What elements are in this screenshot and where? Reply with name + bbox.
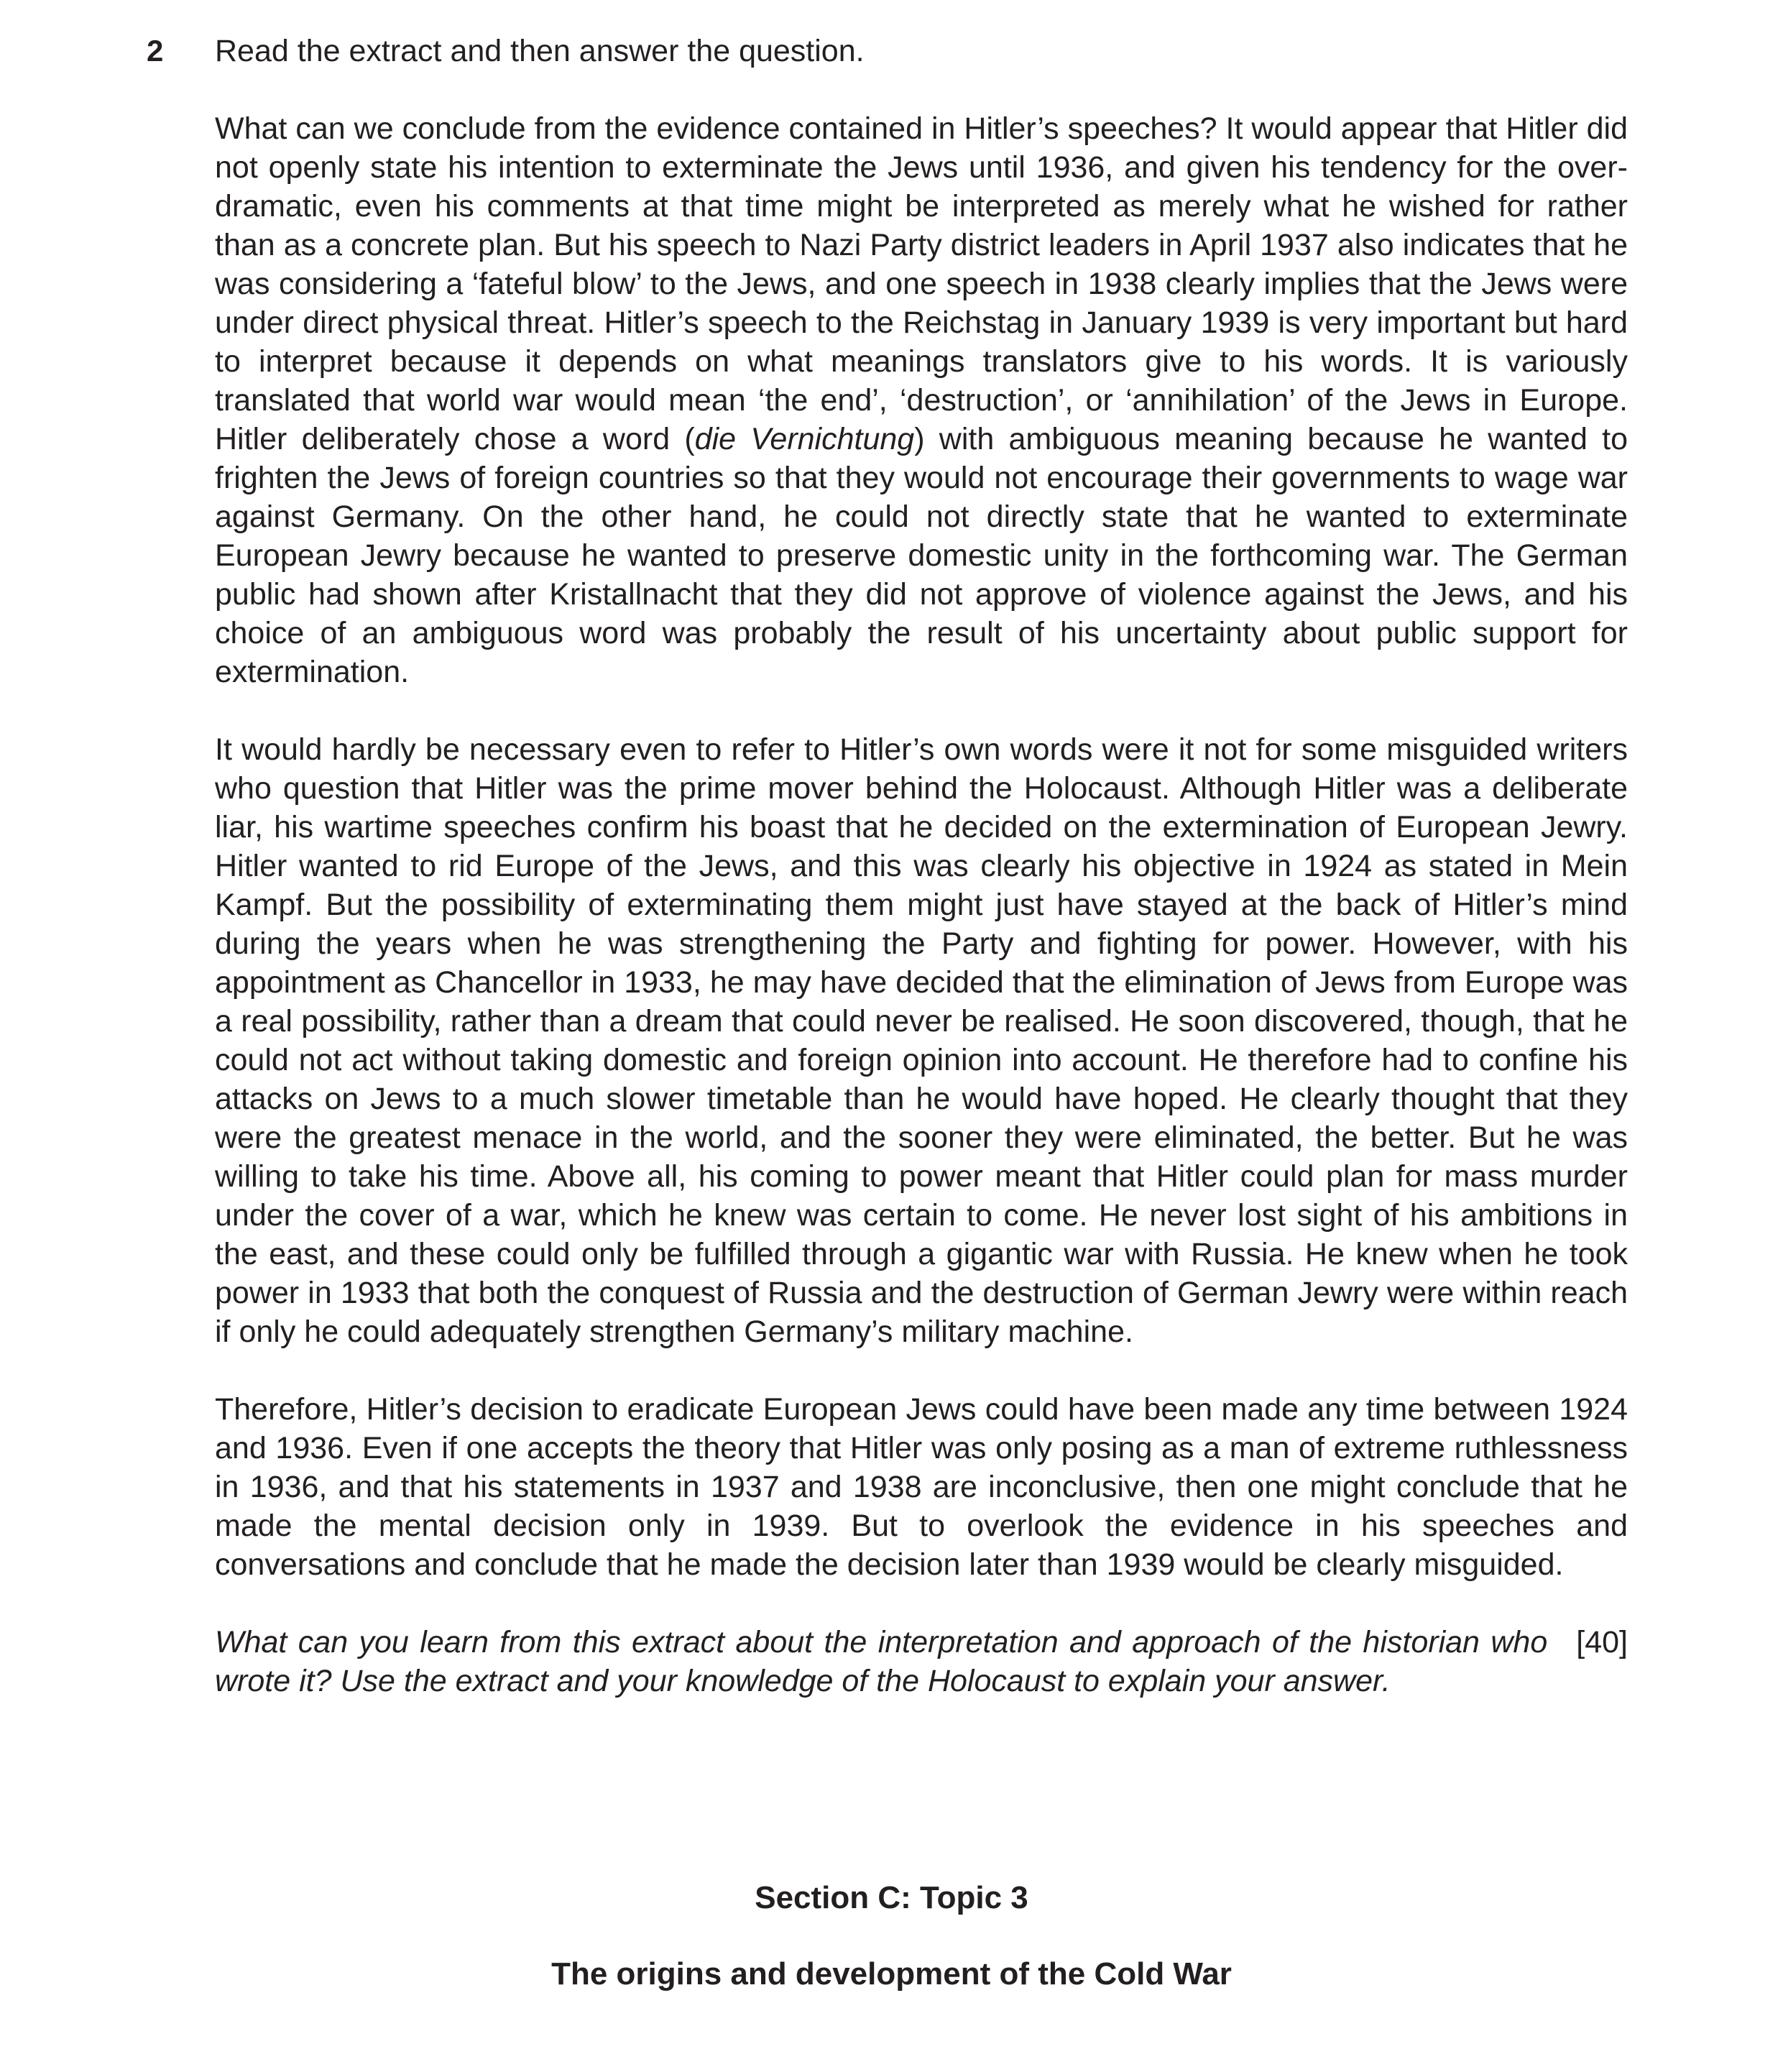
question-prompt — [215, 1623, 1628, 1700]
extract-paragraph-1-start: What can we conclude from the evidence contained in Hitler’s speeches? It would appear that Hitler did not openly state his intention to exterminate the Jews until 1936, and given his tendency for the over-dramatic, even his comments at that time might be interpreted as merely what he wished for rather than as a concrete plan. But his speech to Nazi Party district leaders in April 1937 also indicates that he was considering a ‘fateful blow’ to the Jews, and one speech in 1938 clearly implies that the Jews were under direct physical threat. Hitler’s speech to the Reichstag in January 1939 is very important but hard to interpret because it depends on what meanings translators give to his words. It is variously translated that world war would mean ‘the end’, ‘destruction’, or ‘annihilation’ of the Jews in Europe. Hitler deliberately chose a word ( — [215, 111, 1628, 456]
italic-term: die Vernichtung — [694, 422, 915, 456]
question-body — [215, 32, 1628, 1700]
question-number: 2 — [147, 34, 164, 68]
extract-paragraph-2: It would hardly be necessary even to refer to Hitler’s own words were it not for some misguided writers who question that Hitler was the prime mover behind the Holocaust. Although Hitler was a deliberate liar, his wartime speeches confirm his boast that he decided on the extermination of European Jewry. Hitler wanted to rid Europe of the Jews, and this was clearly his objective in 1924 as stated in Mein Kampf. But the possibility of exterminating them might just have stayed at the back of Hitler’s mind during the years when he was strengthening the Party and fighting for power. However, with his appointment as Chancellor in 1933, he may have decided that the elimination of Jews from Europe was a real possibility, rather than a dream that could never be realised. He soon discovered, though, that he could not act without taking domestic and foreign opinion into account. He therefore had to confine his attacks on Jews to a much slower timetable than he would have hoped. He clearly thought that they were the greatest menace in the world, and the sooner they were eliminated, the better. But he was willing to take his time. Above all, his coming to power meant that Hitler could plan for mass murder under the cover of a war, which he knew was certain to come. He never lost sight of his ambitions in the east, and these could only be fulfilled through a gigantic war with Russia. He knew when he took power in 1933 that both the conquest of Russia and the destruction of German Jewry were within reach if only he could adequately strengthen Germany’s military machine. — [215, 732, 1628, 1349]
section-title: Section C: Topic 3 — [755, 1880, 1028, 1915]
marks-allocation: [40] — [1576, 1625, 1628, 1659]
extract-paragraph-1-end: ) with ambiguous meaning because he wanted to frighten the Jews of foreign countries so that they would not encourage their governments to wage war against Germany. On the other hand, he could not directly state that he wanted to exterminate European Jewry because he wanted to preserve domestic unity in the forthcoming war. The German public had shown after Kristallnacht that they did not approve of violence against the Jews, and his choice of an ambiguous word was probably the result of his uncertainty about public support for extermination. — [215, 422, 1628, 689]
extract-paragraph-1 — [215, 109, 1628, 691]
section-topic: The origins and development of the Cold War — [551, 1956, 1232, 1992]
question-instruction: Read the extract and then answer the question. — [215, 34, 865, 68]
question-prompt-text: What can you learn from this extract about the interpretation and approach of the historian who wrote it? Use the extract and your knowledge of the Holocaust to explain your answer. — [215, 1625, 1548, 1698]
extract-paragraph-3: Therefore, Hitler’s decision to eradicate European Jews could have been made any time between 1924 and 1936. Even if one accepts the theory that Hitler was only posing as a man of extreme ruthlessness in 1936, and that his statements in 1937 and 1938 are inconclusive, then one might conclude that he made the mental decision only in 1939. But to overlook the evidence in his speeches and conversations and conclude that he made the decision later than 1939 would be clearly misguided. — [215, 1392, 1628, 1582]
